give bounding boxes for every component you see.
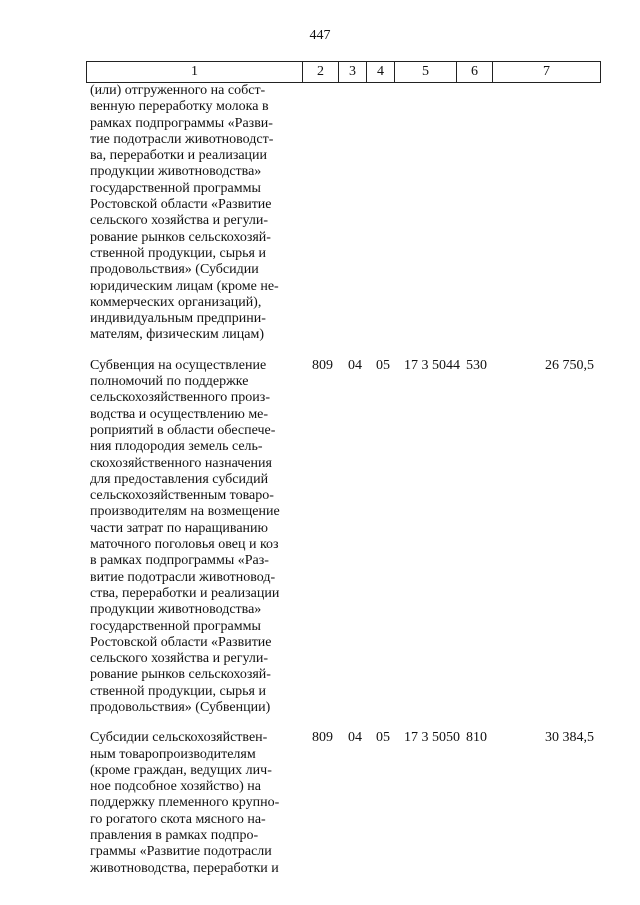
description-line: поддержку племенного крупно- [90, 795, 280, 811]
code-section-cell: 04 [348, 357, 362, 373]
code-target-article-cell: 17 3 5050 [404, 730, 460, 746]
column-header-5: 5 [395, 62, 457, 83]
description-line: Субвенция на осуществление [90, 357, 267, 373]
table-row [86, 358, 600, 717]
description-line: ное подсобное хозяйство) на [90, 779, 261, 795]
description-line: граммы «Развитие подотрасли [90, 844, 272, 860]
description-line: роприятий в области обеспече- [90, 422, 276, 438]
description-line: Субсидии сельскохозяйствен- [90, 730, 268, 746]
description-line: ства, переработки и реализации [90, 585, 280, 601]
description-line: индивидуальным предприни- [90, 311, 266, 327]
description-line: витие подотрасли животновод- [90, 569, 276, 585]
description-line: сельского хозяйства и регули- [90, 651, 269, 667]
column-header-row [86, 61, 601, 83]
description-line: тие подотрасли животноводст- [90, 131, 274, 147]
code-subsection-cell: 05 [376, 357, 390, 373]
description-line: рование рынков сельскохозяй- [90, 667, 271, 683]
description-line: государственной программы [90, 180, 261, 196]
description-line: мателям, физическим лицам) [90, 327, 264, 343]
code-admin-cell: 809 [312, 730, 333, 746]
column-header-6: 6 [457, 62, 493, 83]
amount-cell: 26 750,5 [545, 357, 594, 373]
description-line: ва, переработки и реализации [90, 148, 268, 164]
description-line: Ростовской области «Развитие [90, 634, 272, 650]
description-line: ственной продукции, сырья и [90, 245, 266, 261]
description-line: рамках подпрограммы «Разви- [90, 115, 273, 131]
description-line: сельскохозяйственного произ- [90, 390, 270, 406]
table-row [86, 83, 600, 344]
description-line: (или) отгруженного на собст- [90, 83, 266, 98]
description-line: сельского хозяйства и регули- [90, 213, 269, 229]
description-line: маточного поголовья овец и коз [90, 537, 279, 553]
description-line: части затрат по наращиванию [90, 520, 268, 536]
description-line: Ростовской области «Развитие [90, 197, 272, 213]
row-description [86, 730, 302, 877]
description-line: венную переработку молока в [90, 99, 269, 115]
row-description [86, 83, 302, 344]
description-line: ния плодородия земель сель- [90, 439, 263, 455]
description-line: продовольствия» (Субвенции) [90, 699, 271, 715]
description-line: в рамках подпрограммы «Раз- [90, 553, 269, 569]
description-line: го рогатого скота мясного на- [90, 811, 266, 827]
column-header-1: 1 [87, 62, 303, 83]
description-line: производителям на возмещение [90, 504, 280, 520]
description-line: водства и осуществлению ме- [90, 406, 269, 422]
column-header-7: 7 [493, 62, 601, 83]
description-line: ственной продукции, сырья и [90, 683, 266, 699]
description-line: государственной программы [90, 618, 261, 634]
code-expense-type-cell: 810 [466, 730, 487, 746]
column-header-4: 4 [367, 62, 395, 83]
row-description [86, 358, 302, 717]
description-line: юридическим лицам (кроме не- [90, 278, 279, 294]
budget-table-body [86, 83, 600, 877]
description-line: скохозяйственного назначения [90, 455, 272, 471]
amount-cell: 30 384,5 [545, 730, 594, 746]
page-number: 447 [309, 28, 331, 43]
table-row [86, 730, 600, 877]
description-line: продукции животноводства» [90, 164, 262, 180]
description-line: для предоставления субсидий [90, 471, 269, 487]
description-line: полномочий по поддержке [90, 374, 249, 390]
code-expense-type-cell: 530 [466, 357, 487, 373]
code-admin-cell: 809 [312, 357, 333, 373]
description-line: коммерческих организаций), [90, 294, 262, 310]
description-line: сельскохозяйственным товаро- [90, 488, 274, 504]
description-line: правления в рамках подпро- [90, 828, 259, 844]
column-header-2: 2 [303, 62, 339, 83]
description-line: животноводства, переработки и [90, 860, 279, 876]
description-line: ным товаропроизводителям [90, 746, 256, 762]
description-line: продовольствия» (Субсидии [90, 262, 259, 278]
code-section-cell: 04 [348, 730, 362, 746]
column-header-3: 3 [339, 62, 367, 83]
code-subsection-cell: 05 [376, 730, 390, 746]
code-target-article-cell: 17 3 5044 [404, 357, 460, 373]
description-line: рование рынков сельскохозяй- [90, 229, 271, 245]
description-line: (кроме граждан, ведущих лич- [90, 762, 272, 778]
description-line: продукции животноводства» [90, 602, 262, 618]
